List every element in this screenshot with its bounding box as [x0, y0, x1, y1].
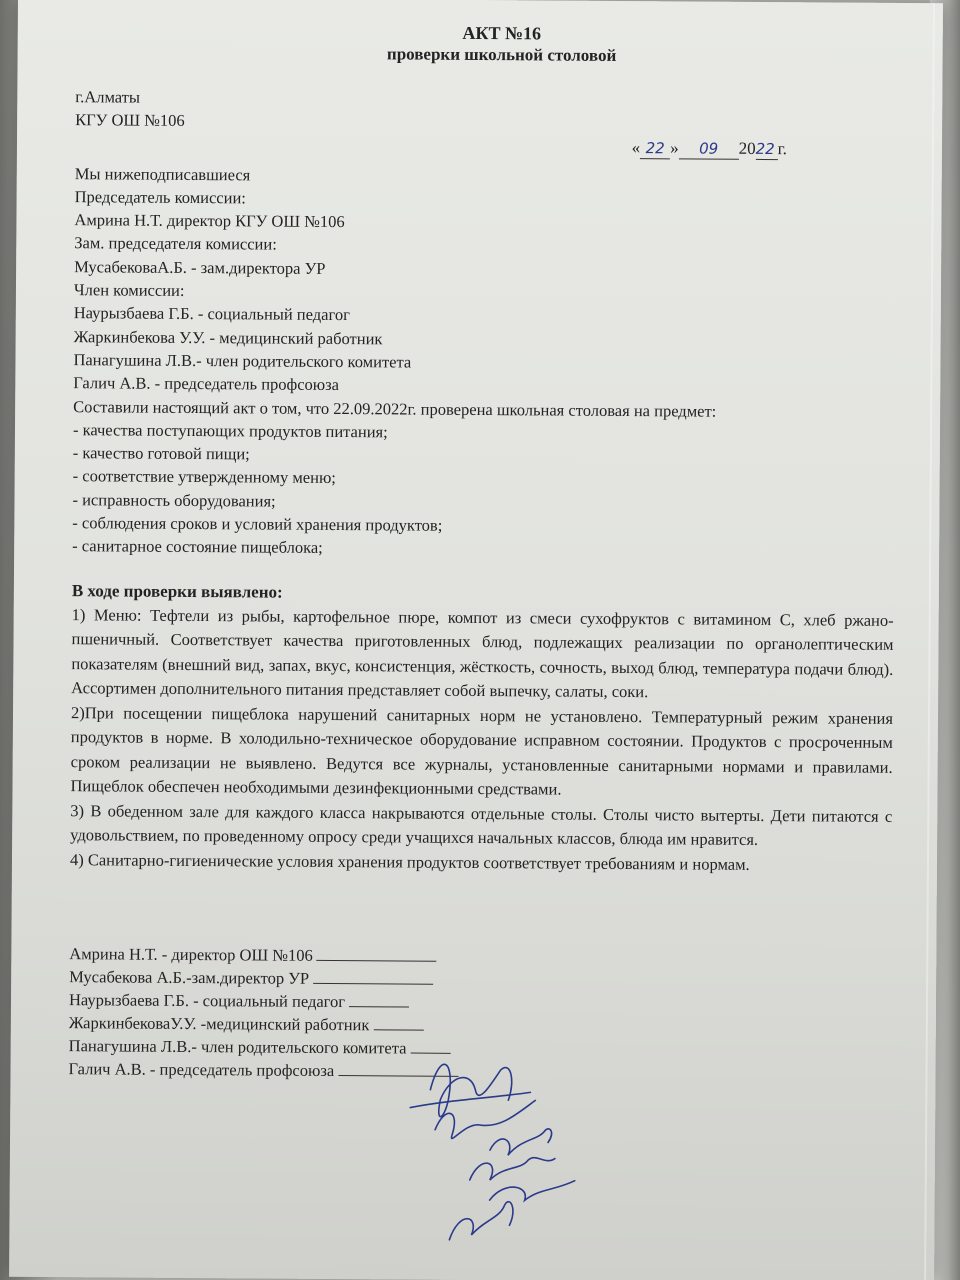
document-content [68, 19, 897, 1086]
date-year-blank [756, 139, 778, 160]
date-day-blank [640, 138, 670, 159]
date-month: 09 [699, 139, 719, 158]
date-day: 22 [645, 138, 665, 157]
document-title: АКТ №16 [462, 22, 542, 44]
document-subtitle: проверки школьной столовой [386, 44, 617, 65]
commission-line: Наурызбаева Г.Б. - социальный педагог [73, 303, 350, 325]
signature-amrina-underline [410, 1092, 530, 1109]
date-year-prefix: 20 [738, 138, 756, 158]
signatory: Наурызбаева Г.Б. - социальный педагог [68, 990, 346, 1012]
finding-paragraph: 3) В обеденном зале для каждого класса накрываются отдельные столы. Столы чисто вытерты. Дети питаются с удовольствием, по проведенному опросу среди учащихся начальных классов, блюда им нравится. [70, 800, 893, 850]
commission-line: - соответствие утвержденному меню; [72, 466, 336, 488]
commission-line: - исправность оборудования; [72, 489, 276, 511]
date-close-quote: » [670, 137, 679, 157]
commission-line: - качества поступающих продуктов питания; [72, 420, 388, 442]
date-month-blank [679, 138, 739, 159]
signatory: Галич А.В. - председатель профсоюза [68, 1059, 335, 1081]
finding-paragraph: 4) Санитарно-гигиенические условия хранения продуктов соответствует требованиям и нормам. [69, 849, 750, 874]
commission-list [72, 162, 897, 564]
commission-line: - качество готовой пищи; [72, 443, 250, 464]
finding-paragraph: 2)При посещении пищеблока нарушений санитарных норм не установлено. Температурный режим хранения продуктов в норме. В холодильно-техническое оборудование исправном состоянии. Продуктов с просроченным сроком реализации не выявлено. Ведутся все журналы, установленные санитарными нормами и правилами. Пищеблок обеспечен необходимыми дезинфекционными средствами. [70, 702, 894, 799]
date-open-quote: « [631, 137, 641, 157]
signature-panagushina [490, 1180, 575, 1201]
date-row [75, 132, 897, 168]
signature-musabekova [435, 1100, 535, 1139]
findings-heading: В ходе проверки выявлено: [71, 580, 283, 602]
document-page [9, 0, 943, 1280]
handwritten-signatures [339, 1029, 601, 1261]
signatory: Панагушина Л.В.- член родительского комитета [68, 1036, 407, 1058]
signatory: ЖаркинбековаУ.У. -медицинский работник [68, 1013, 370, 1035]
signature-zharkinbekova [470, 1157, 555, 1180]
signature-galich [449, 1201, 513, 1240]
commission-line: Составили настоящий акт о том, что 22.09.2022г. проверена школьная столовая на предмет: [73, 396, 717, 421]
signatory: Амрина Н.Т. - директор ОШ №106 [69, 944, 313, 965]
commission-line: - санитарное состояние пищеблока; [72, 536, 323, 558]
date-year-suffix: 22 [755, 139, 775, 158]
commission-line: Мы нижеподписавшиеся [74, 163, 251, 184]
document-date [632, 138, 787, 160]
signatory: Мусабекова А.Б.-зам.директор УР [69, 967, 310, 988]
commission-line: Галич А.В. - председатель профсоюза [73, 373, 340, 395]
signature-rule [317, 960, 437, 962]
signature-amrina [430, 1064, 512, 1117]
commission-line: МусабековаА.Б. - зам.директора УР [74, 256, 326, 278]
signature-rule [349, 1006, 409, 1007]
findings-list [70, 603, 894, 878]
city: г.Алматы [75, 87, 141, 107]
signature-naurizbaeva [490, 1128, 552, 1155]
signature-rule [313, 983, 433, 985]
commission-line: - соблюдения сроков и условий хранения продуктов; [72, 513, 443, 535]
commission-line: Амрина Н.Т. директор КГУ ОШ №106 [74, 210, 345, 232]
commission-line: Панагушина Л.В.- член родительского комитета [73, 350, 412, 372]
commission-line: Зам. председателя комиссии: [74, 233, 277, 255]
commission-line: Председатель комиссии: [74, 187, 246, 208]
commission-line: Жаркинбекова У.У. - медицинский работник [73, 326, 383, 348]
date-suffix: г. [777, 138, 788, 158]
sleeve-line [924, 3, 935, 1280]
school-name: КГУ ОШ №106 [75, 110, 185, 131]
commission-line: Член комиссии: [73, 280, 185, 301]
finding-paragraph: 1) Меню: Тефтели из рыбы, картофельное пюре, компот из смеси сухофруктов с витамином С, хлеб ржано-пшеничный. Соответствует качества приготовленных блюд, подлежащих реализации по органолептическим показателям (внешний вид, запах, вкус, консистенция, жёсткость, сочность, выход блюд, температура подачи блюд). Ассортимен дополнительного питания представляет собой выпечку, салаты, соки. [71, 604, 894, 702]
